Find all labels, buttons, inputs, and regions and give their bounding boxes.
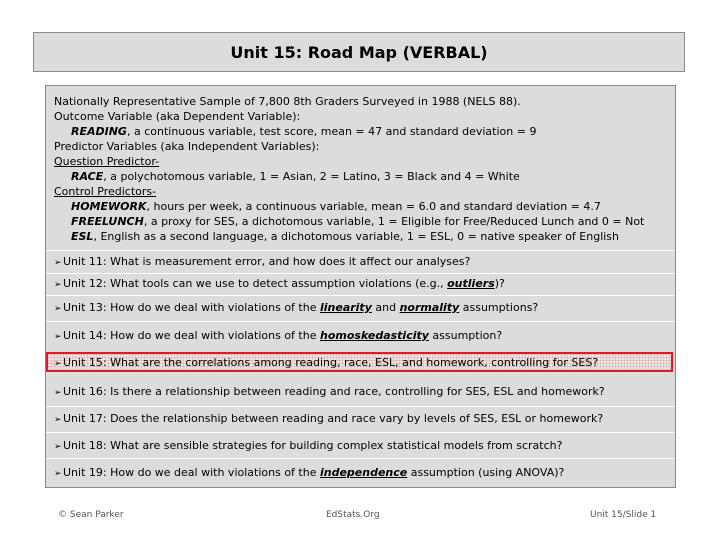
divider (46, 273, 674, 274)
homoskedasticity-keyword: homoskedasticity (319, 329, 429, 342)
outliers-keyword: outliers (447, 277, 495, 290)
divider (46, 406, 674, 407)
title-box (33, 32, 685, 72)
outcome-line (71, 124, 536, 139)
divider (46, 250, 674, 251)
linearity-keyword: linearity (319, 301, 372, 314)
homework-desc: , hours per week, a continuous variable, mean = 6.0 and standard deviation = 4.7 (146, 200, 601, 213)
content-panel (45, 85, 676, 488)
esl-desc: , English as a second language, a dichotomous variable, 1 = ESL, 0 = native speaker of English (93, 230, 620, 243)
freelunch-line (71, 214, 644, 229)
unit-17-item: ➢Unit 17: Does the relationship between reading and race vary by levels of SES, ESL or homework? (54, 411, 603, 428)
arrow-icon: ➢ (54, 258, 62, 268)
homework-var: HOMEWORK (71, 200, 147, 213)
esl-var: ESL (71, 230, 94, 243)
arrow-icon: ➢ (54, 332, 62, 342)
freelunch-desc: , a proxy for SES, a dichotomous variable, 1 = Eligible for Free/Reduced Lunch and 0 = Not (143, 215, 645, 228)
footer-author: © Sean Parker (58, 510, 124, 520)
esl-line (71, 229, 619, 244)
divider (46, 432, 674, 433)
arrow-icon: ➢ (54, 304, 62, 314)
unit-15-item: ➢Unit 15: What are the correlations among reading, race, ESL, and homework, controlling for SES? (54, 355, 598, 372)
divider (46, 458, 674, 459)
unit-13-item: ➢Unit 13: How do we deal with violations of the linearity and normality assumptions? (54, 300, 538, 317)
race-var: RACE (71, 170, 104, 183)
unit-18-item: ➢Unit 18: What are sensible strategies for building complex statistical models from scratch? (54, 438, 562, 455)
question-predictor-heading: Question Predictor- (54, 155, 160, 168)
race-line (71, 169, 520, 184)
footer-slide-number: Unit 15/Slide 1 (590, 510, 657, 520)
slide-title: Unit 15: Road Map (VERBAL) (230, 42, 488, 62)
race-desc: , a polychotomous variable, 1 = Asian, 2 = Latino, 3 = Black and 4 = White (103, 170, 520, 183)
unit-14-item: ➢Unit 14: How do we deal with violations of the homoskedasticity assumption? (54, 328, 502, 345)
predictor-heading: Predictor Variables (aka Independent Variables): (54, 140, 320, 153)
divider (46, 295, 674, 296)
arrow-icon: ➢ (54, 442, 62, 452)
arrow-icon: ➢ (54, 415, 62, 425)
divider (46, 321, 674, 322)
freelunch-var: FREELUNCH (71, 215, 144, 228)
independence-keyword: independence (319, 466, 408, 479)
control-predictors-heading: Control Predictors- (54, 185, 157, 198)
reading-var: READING (71, 125, 127, 138)
homework-line (71, 199, 601, 214)
footer-site: EdStats.Org (326, 510, 380, 520)
unit-11-item: ➢Unit 11: What is measurement error, and how does it affect our analyses? (54, 254, 470, 271)
sample-line: Nationally Representative Sample of 7,800 8th Graders Surveyed in 1988 (NELS 88). (54, 95, 521, 108)
arrow-icon: ➢ (54, 280, 62, 290)
normality-keyword: normality (399, 301, 460, 314)
outcome-heading: Outcome Variable (aka Dependent Variable): (54, 110, 301, 123)
arrow-icon: ➢ (54, 388, 62, 398)
arrow-icon: ➢ (54, 469, 62, 479)
unit-19-item: ➢Unit 19: How do we deal with violations of the independence assumption (using ANOVA)? (54, 465, 564, 482)
unit-12-item: ➢Unit 12: What tools can we use to detect assumption violations (e.g., outliers)? (54, 276, 505, 293)
unit-16-item: ➢Unit 16: Is there a relationship between reading and race, controlling for SES, ESL and homework? (54, 384, 605, 401)
arrow-icon: ➢ (54, 359, 62, 369)
reading-desc: , a continuous variable, test score, mean = 47 and standard deviation = 9 (126, 125, 537, 138)
